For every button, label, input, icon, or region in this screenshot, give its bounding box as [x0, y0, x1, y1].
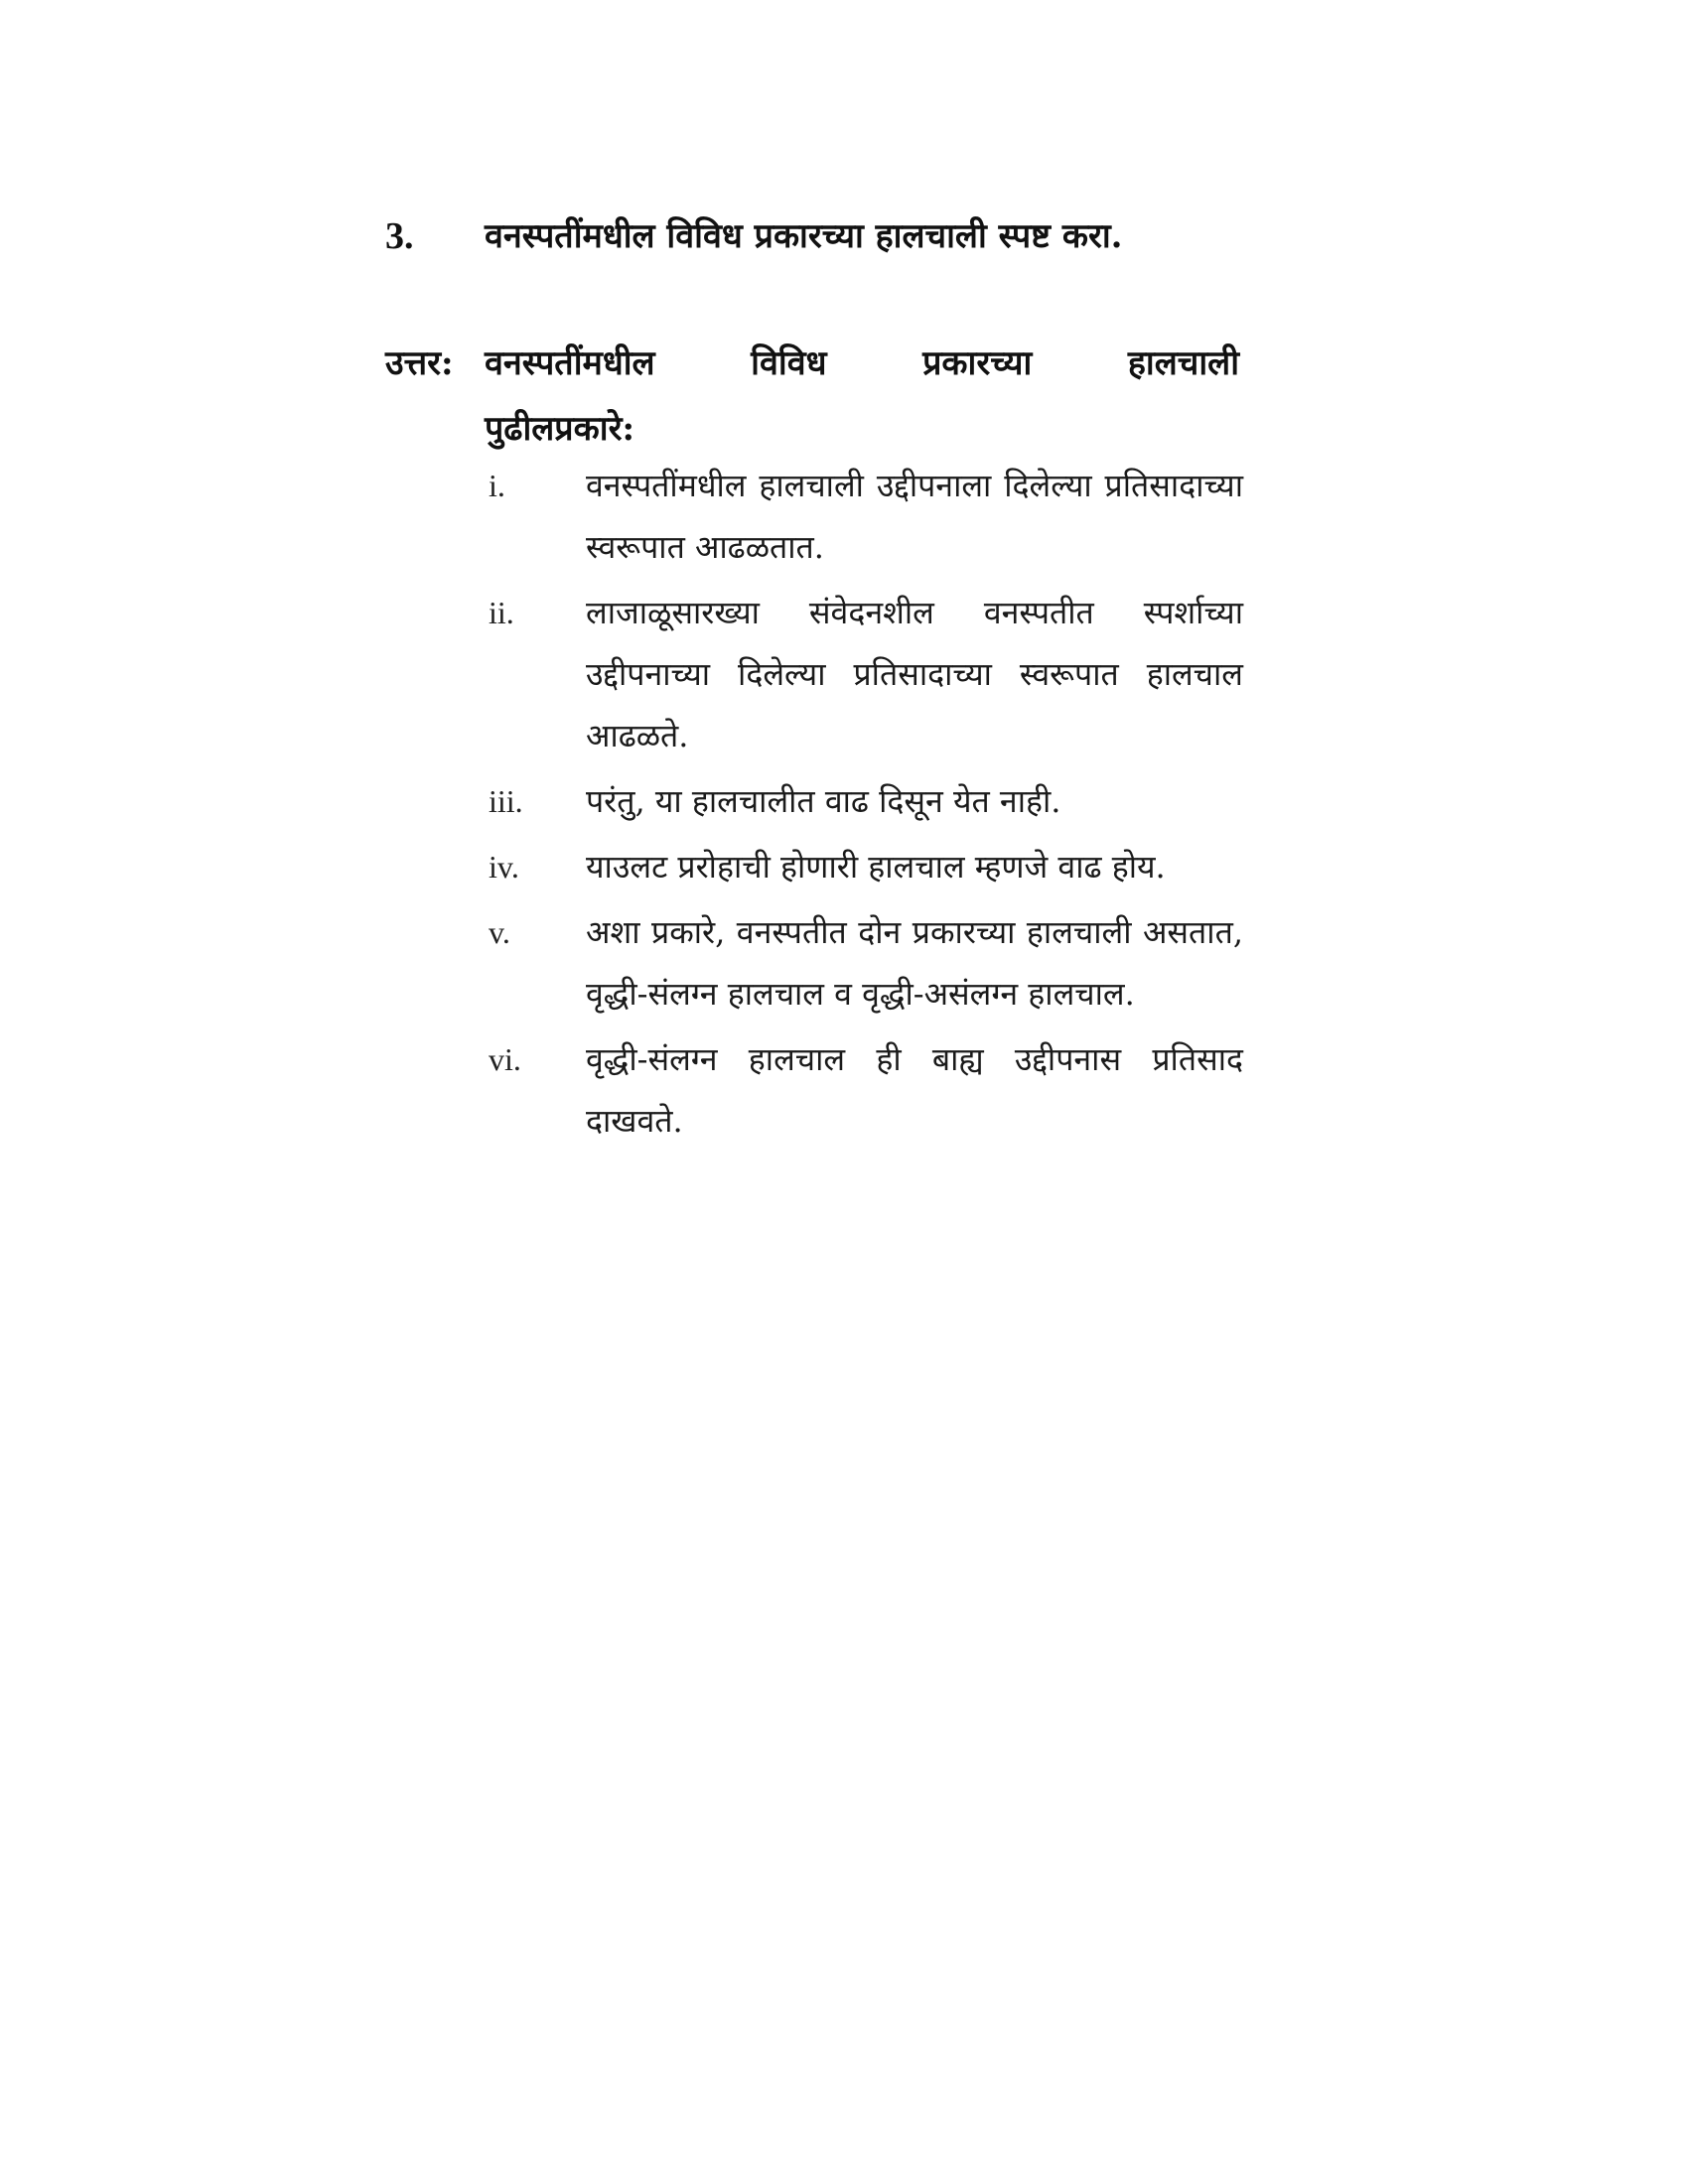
list-item-number: ii. [489, 595, 514, 630]
list-item [489, 770, 1243, 832]
answer-block [385, 331, 1239, 462]
list-item-number: vi. [489, 1041, 521, 1077]
question-block [385, 204, 1239, 269]
answer-points-list [489, 455, 1243, 1156]
list-item-number: iii. [489, 783, 523, 819]
list-item-text: वनस्पतींमधील हालचाली उद्दीपनाला दिलेल्या प्रतिसादाच्या स्वरूपात आढळतात. [586, 467, 1243, 566]
list-item-text: याउलट प्ररोहाची होणारी हालचाल म्हणजे वाढ होय. [586, 848, 1166, 886]
answer-label: उत्तर: [385, 343, 454, 383]
answer-intro: वनस्पतींमधील विविध प्रकारच्या हालचाली पुढीलप्रकारे: [485, 343, 1239, 449]
question-text: वनस्पतींमधील विविध प्रकारच्या हालचाली स्पष्ट करा. [485, 216, 1123, 256]
question-number: 3. [385, 215, 414, 257]
list-item-text: अशा प्रकारे, वनस्पतीत दोन प्रकारच्या हालचाली असतात, वृद्धी-संलग्न हालचाल व वृद्धी-असंलग्न हालचाल. [586, 913, 1243, 1013]
list-item-text: परंतु, या हालचालीत वाढ दिसून येत नाही. [586, 782, 1061, 820]
list-item-number: iv. [489, 849, 519, 885]
list-item [489, 455, 1243, 578]
list-item-text: वृद्धी-संलग्न हालचाल ही बाह्य उद्दीपनास प्रतिसाद दाखवते. [586, 1040, 1243, 1140]
list-item-number: i. [489, 468, 505, 503]
list-item-number: v. [489, 914, 510, 950]
list-item [489, 1028, 1243, 1152]
list-item [489, 582, 1243, 766]
list-item-text: लाजाळूसारख्या संवेदनशील वनस्पतीत स्पर्शाच्या उद्दीपनाच्या दिलेल्या प्रतिसादाच्या स्वरूपात हालचाल आढळते. [586, 594, 1243, 754]
list-item [489, 836, 1243, 897]
list-item [489, 901, 1243, 1024]
